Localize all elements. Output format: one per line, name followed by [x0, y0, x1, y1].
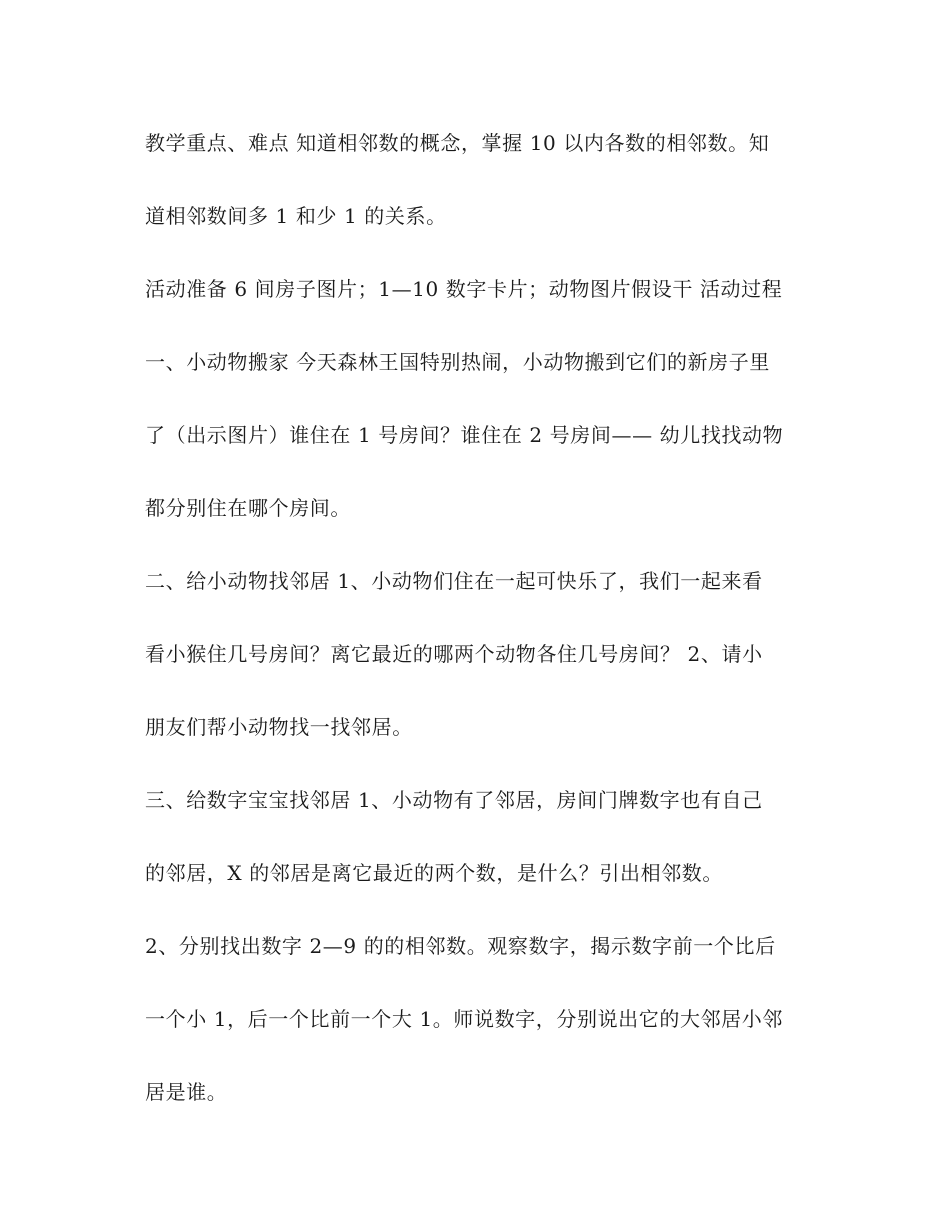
text-line-2: 道相邻数间多 1 和少 1 的关系。 — [145, 204, 447, 228]
text-line-3: 活动准备 6 间房子图片；1—10 数字卡片；动物图片假设干 活动过程 — [145, 277, 783, 301]
text-line-1: 教学重点、难点 知道相邻数的概念，掌握 10 以内各数的相邻数。知 — [145, 131, 770, 155]
text-line-6: 都分别住在哪个房间。 — [145, 496, 351, 520]
text-line-10: 三、给数字宝宝找邻居 1、小动物有了邻居，房间门牌数字也有自己 — [145, 788, 763, 812]
text-line-11: 的邻居，X 的邻居是离它最近的两个数，是什么？引出相邻数。 — [145, 861, 723, 885]
text-line-8: 看小猴住几号房间？离它最近的哪两个动物各住几号房间？ 2、请小 — [145, 642, 763, 666]
text-line-5: 了（出示图片）谁住在 1 号房间？谁住在 2 号房间—— 幼儿找找动物 — [145, 423, 784, 447]
text-line-4: 一、小动物搬家 今天森林王国特别热闹，小动物搬到它们的新房子里 — [145, 350, 770, 374]
document-body — [145, 128, 825, 1150]
text-line-7: 二、给小动物找邻居 1、小动物们住在一起可快乐了，我们一起来看 — [145, 569, 763, 593]
text-line-14: 居是谁。 — [145, 1080, 228, 1104]
text-line-12: 2、分别找出数字 2—9 的的相邻数。观察数字，揭示数字前一个比后 — [145, 934, 776, 958]
text-line-9: 朋友们帮小动物找一找邻居。 — [145, 715, 413, 739]
text-line-13: 一个小 1，后一个比前一个大 1。师说数字，分别说出它的大邻居小邻 — [145, 1007, 783, 1031]
